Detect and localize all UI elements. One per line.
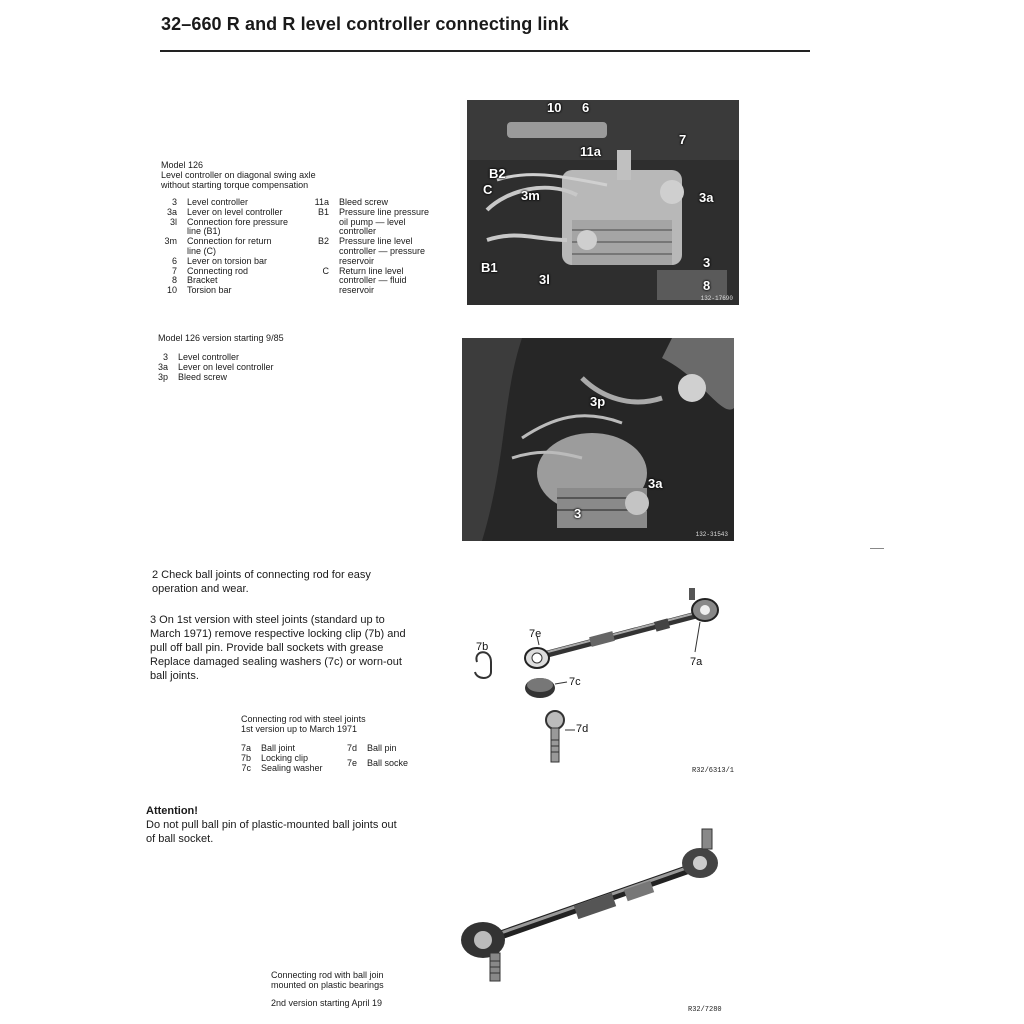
margin-mark xyxy=(870,548,884,549)
legend-text: reservoir xyxy=(339,285,375,296)
figure2-caption-line: Model 126 version starting 9/85 xyxy=(158,333,284,343)
callout-3m: 3m xyxy=(521,188,540,203)
legend-text: controller xyxy=(339,226,377,237)
drawing-code: R32/6313/1 xyxy=(692,767,735,775)
legend-key: 3 xyxy=(171,197,177,207)
legend-text: Bleed screw xyxy=(178,371,228,382)
legend-text: Lever on level controller xyxy=(187,206,283,217)
attention-note xyxy=(146,804,406,846)
figure1-caption-line: without starting torque compensation xyxy=(161,180,309,190)
legend-text: Ball socke xyxy=(367,757,409,768)
callout-3: 3 xyxy=(574,506,582,521)
legend-text: Return line level xyxy=(339,265,404,276)
callout-3a: 3a xyxy=(699,190,714,205)
legend-key: 10 xyxy=(166,285,177,296)
legend-text: reservoir xyxy=(339,255,375,266)
callout-7: 7 xyxy=(679,132,687,147)
legend-key: 3a xyxy=(166,206,177,217)
legend-text: Connecting rod xyxy=(187,265,249,276)
figure1-caption xyxy=(161,160,461,296)
legend-key: 7b xyxy=(241,752,252,763)
legend-key: 11a xyxy=(314,197,329,207)
legend-text: oil pump — level xyxy=(339,216,406,227)
callout-6: 6 xyxy=(582,100,590,115)
callout-3l: 3l xyxy=(539,272,550,287)
legend-text: Level controller xyxy=(178,352,240,362)
photo-code: 132-17690 xyxy=(700,295,733,302)
legend-key: 3l xyxy=(169,216,177,227)
callout-7c: 7c xyxy=(569,676,581,688)
legend-text: Connection for return xyxy=(187,236,272,247)
legend-key xyxy=(313,276,333,286)
page-title: 32–660 R and R level controller connecting link xyxy=(161,14,569,34)
figure3-caption-line: Connecting rod with steel joints xyxy=(241,714,366,724)
figure4-caption xyxy=(271,970,411,1008)
legend-text: Pressure line level xyxy=(339,236,413,247)
figure4-caption-line: Connecting rod with ball join xyxy=(271,970,384,980)
figure3-caption xyxy=(241,714,416,773)
attention-title: Attention! xyxy=(146,805,198,817)
callout-7d: 7d xyxy=(576,723,589,735)
step-3-text: 3 On 1st version with steel joints (standard up to March 1971) remove respective locking clip (7b) and pull off ball pin. Provide ball sockets with grease Replace damaged sealing washers (7c) or worn-out ball joints. xyxy=(150,614,406,682)
legend-text: Ball pin xyxy=(367,744,397,753)
legend-text: line (C) xyxy=(187,245,217,256)
figure1-caption-line: Model 126 xyxy=(161,160,204,170)
level-controller-photo-1 xyxy=(467,100,739,305)
legend-key: 8 xyxy=(171,275,177,286)
photo-illustration xyxy=(462,338,734,541)
legend-text: Lever on torsion bar xyxy=(187,255,268,266)
legend-text: Bracket xyxy=(187,275,218,286)
callout-8: 8 xyxy=(703,278,711,293)
legend-key: 6 xyxy=(171,255,177,266)
callout-10: 10 xyxy=(547,100,562,115)
legend-key: 7a xyxy=(241,744,252,753)
legend-text: Sealing washer xyxy=(261,762,323,773)
legend-text: line (B1) xyxy=(187,226,221,237)
rod-drawing xyxy=(465,580,765,780)
legend-text: Lever on level controller xyxy=(178,361,274,372)
legend-key: 3m xyxy=(164,236,177,247)
callout-11a: 11a xyxy=(580,144,601,159)
legend-key: 3 xyxy=(162,352,168,362)
step-2-text: 2 Check ball joints of connecting rod for easy operation and wear. xyxy=(152,569,371,595)
legend-text: Pressure line pressure xyxy=(339,206,430,217)
photo-code: 132-31543 xyxy=(695,531,728,538)
figure2-legend xyxy=(158,353,458,382)
figure4-caption-extra: 2nd version starting April 19 xyxy=(271,998,383,1008)
callout-C: C xyxy=(483,182,493,197)
legend-text: Locking clip xyxy=(261,752,309,763)
callout-7e: 7e xyxy=(529,628,542,640)
title-divider xyxy=(160,50,810,52)
figure3-caption-line: 1st version up to March 1971 xyxy=(241,724,358,734)
figure1-legend-right xyxy=(313,198,449,296)
attention-text: Do not pull ball pin of plastic-mounted ball joints out of ball socket. xyxy=(146,819,397,845)
legend-text: controller — fluid xyxy=(339,275,407,286)
connecting-rod-steel-drawing xyxy=(465,580,765,780)
legend-text: Bleed screw xyxy=(339,197,389,207)
legend-key: 3p xyxy=(158,371,169,382)
legend-key xyxy=(313,247,333,257)
drawing-code: R32/7280 xyxy=(688,1006,722,1014)
legend-key xyxy=(313,286,333,296)
legend-key: 7d xyxy=(347,744,358,753)
legend-key xyxy=(313,218,333,228)
figure1-caption-line: Level controller on diagonal swing axle xyxy=(161,170,316,180)
callout-3: 3 xyxy=(703,255,711,270)
figure3-legend-right xyxy=(347,744,411,773)
callout-3p: 3p xyxy=(590,394,606,409)
legend-key xyxy=(161,247,181,257)
legend-text: controller — pressure xyxy=(339,245,426,256)
figure3-legend-left xyxy=(241,744,347,773)
rod-drawing xyxy=(455,825,755,1000)
figure2-caption xyxy=(158,333,458,382)
callout-B1: B1 xyxy=(481,260,498,275)
legend-key: 7 xyxy=(171,265,177,276)
legend-key: C xyxy=(322,265,329,276)
figure4-caption-line: mounted on plastic bearings xyxy=(271,980,384,990)
callout-B2: B2 xyxy=(489,166,506,181)
legend-key: 7e xyxy=(347,757,358,768)
figure1-legend-left xyxy=(161,198,305,296)
callout-7b: 7b xyxy=(476,641,489,653)
connecting-rod-plastic-drawing xyxy=(455,825,755,1000)
level-controller-photo-2 xyxy=(462,338,734,541)
callout-3a: 3a xyxy=(648,476,663,491)
legend-key: 3a xyxy=(158,361,169,372)
legend-text: Ball joint xyxy=(261,744,296,753)
legend-key: B1 xyxy=(317,206,329,217)
legend-text: Level controller xyxy=(187,197,249,207)
callout-7a: 7a xyxy=(690,656,703,668)
legend-text: Connection fore pressure xyxy=(187,216,289,227)
legend-key: 7c xyxy=(241,762,251,773)
legend-key: B2 xyxy=(317,236,329,247)
legend-text: Torsion bar xyxy=(187,285,232,296)
